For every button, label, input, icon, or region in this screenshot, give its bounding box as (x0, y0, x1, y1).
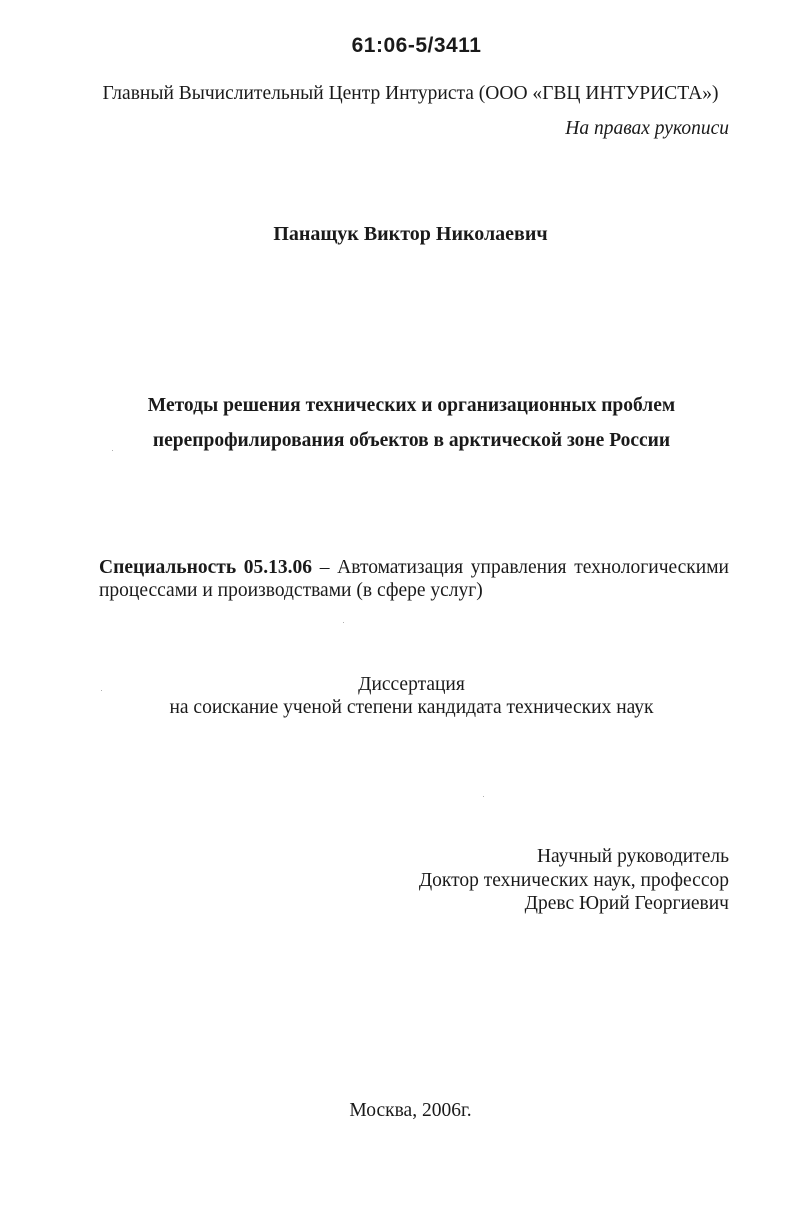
specialty-line-1 (99, 556, 729, 580)
supervisor-name: Древс Юрий Георгиевич (524, 893, 729, 914)
supervisor-role: Научный руководитель (536, 846, 729, 867)
organization-name: Главный Вычислительный Центр Интуриста (ООО «ГВЦ ИНТУРИСТА») (102, 83, 719, 104)
supervisor-degree: Доктор технических наук, профессор (418, 870, 729, 891)
scan-speck (101, 690, 102, 691)
dissertation-title-line-2: перепрофилирования объектов в арктической зоне России (152, 430, 671, 451)
rights-note: На правах рукописи (565, 118, 729, 139)
catalog-number: 61:06-5/3411 (351, 34, 482, 57)
specialty-label: Специальность 05.13.06 (99, 557, 313, 578)
author-name: Панащук Виктор Николаевич (273, 223, 548, 245)
scan-speck (483, 796, 484, 797)
specialty-line-2: процессами и производствами (в сфере услуг) (99, 580, 483, 601)
scan-speck (112, 450, 113, 451)
dissertation-label: Диссертация (358, 674, 465, 695)
dissertation-title-line-1: Методы решения технических и организационных проблем (147, 395, 676, 416)
specialty-description: – Автоматизация управления технологическими (312, 557, 729, 578)
scan-speck (343, 622, 344, 623)
degree-sought: на соискание ученой степени кандидата технических наук (169, 697, 654, 718)
city-year: Москва, 2006г. (349, 1100, 472, 1121)
